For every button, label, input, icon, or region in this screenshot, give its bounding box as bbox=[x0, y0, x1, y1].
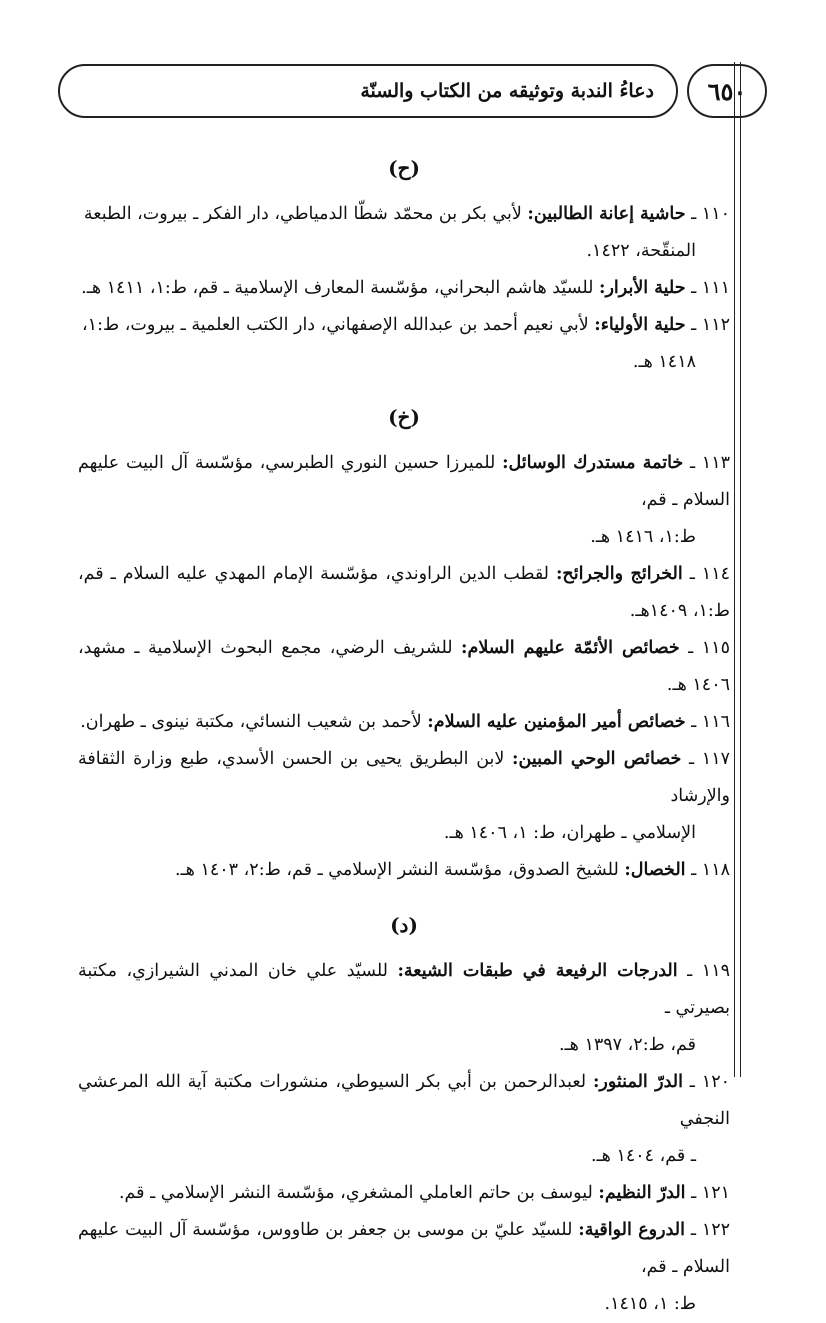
entry-details: للشريف الرضي، مجمع البحوث الإسلامية ـ مشهد، ١٤٠٦ هـ. bbox=[78, 638, 730, 695]
entry-number: ١٢٠ bbox=[701, 1072, 730, 1092]
entry-number: ١١٧ bbox=[701, 749, 730, 769]
entry-details: لابن البطريق يحيى بن الحسن الأسدي، طبع وزارة الثقافة والإرشاد bbox=[78, 749, 730, 806]
entry-details: لقطب الدين الراوندي، مؤسّسة الإمام المهدي عليه السلام ـ قم، ط:١، ١٤٠٩هـ. bbox=[78, 564, 730, 621]
entry-number: ١١٦ bbox=[701, 712, 730, 732]
entry-title: حلية الأبرار: bbox=[599, 278, 686, 298]
section-heading: (د) bbox=[390, 913, 418, 937]
entry-title: الدروع الواقية: bbox=[578, 1220, 685, 1240]
entry-details: لأبي نعيم أحمد بن عبدالله الإصفهاني، دار الكتب العلمية ـ بيروت، ط:١، bbox=[82, 315, 595, 335]
entry-title: خصائص الوحي المبين: bbox=[512, 749, 682, 769]
bibliography-entry: ١١٧ ـ خصائص الوحي المبين: لابن البطريق يحيى بن الحسن الأسدي، طبع وزارة الثقافة والإرشاد الإسلامي ـ طهران، ط: ١، ١٤٠٦ هـ. bbox=[78, 741, 730, 852]
entry-title: الدرّ المنثور: bbox=[592, 1072, 683, 1092]
entry-details: ليوسف بن حاتم العاملي المشغري، مؤسّسة النشر الإسلامي ـ قم. bbox=[118, 1183, 599, 1203]
entry-title: الخصال: bbox=[624, 860, 686, 880]
entry-number: ١٢٢ bbox=[701, 1220, 731, 1240]
entry-title: حاشية إعانة الطالبين: bbox=[527, 204, 686, 224]
bibliography-entry: ١١٤ ـ الخرائج والجرائح: لقطب الدين الراوندي، مؤسّسة الإمام المهدي عليه السلام ـ قم، ط:١، ١٤٠٩هـ. bbox=[78, 564, 730, 621]
running-header-title: دعاءُ الندبة وتوثيقه من الكتاب والسنّة bbox=[360, 80, 654, 102]
entry-continuation: ـ قم، ١٤٠٤ هـ. bbox=[590, 1146, 696, 1166]
bibliography-entry: ١٢٢ ـ الدروع الواقية: للسيّد عليّ بن موسى بن جعفر بن طاووس، مؤسّسة آل البيت عليهم السلام ـ قم، ط: ١، ١٤١٥. bbox=[78, 1212, 730, 1323]
section-heading: (ح) bbox=[388, 156, 420, 180]
entry-continuation: ط: ١، ١٤١٥. bbox=[604, 1294, 696, 1314]
bibliography-entry: ١١٠ ـ حاشية إعانة الطالبين: لأبي بكر بن محمّد شطّا الدمياطي، دار الفكر ـ بيروت، الطبعة المنقّحة، ١٤٢٢. bbox=[78, 196, 730, 270]
entry-details: للسيّد عليّ بن موسى بن جعفر بن طاووس، مؤسّسة آل البيت عليهم السلام ـ قم، bbox=[78, 1220, 730, 1277]
entry-title: خصائص أمير المؤمنين عليه السلام: bbox=[427, 712, 686, 732]
entry-number: ١١٣ bbox=[701, 453, 730, 473]
entry-details: لأحمد بن شعيب النسائي، مكتبة نينوى ـ طهران. bbox=[80, 712, 428, 732]
page-number-frame bbox=[687, 64, 767, 118]
entry-details: للميرزا حسين النوري الطبرسي، مؤسّسة آل البيت عليهم السلام ـ قم، bbox=[78, 453, 730, 510]
bibliography-entry: ١١٨ ـ الخصال: للشيخ الصدوق، مؤسّسة النشر الإسلامي ـ قم، ط:٢، ١٤٠٣ هـ. bbox=[174, 860, 730, 880]
bibliography-entry: ١١٥ ـ خصائص الأئمّة عليهم السلام: للشريف الرضي، مجمع البحوث الإسلامية ـ مشهد، ١٤٠٦ هـ. bbox=[78, 638, 730, 695]
entry-number: ١١٤ bbox=[701, 564, 730, 584]
bibliography-entry: ١١١ ـ حلية الأبرار: للسيّد هاشم البحراني، مؤسّسة المعارف الإسلامية ـ قم، ط:١، ١٤١١ هـ. bbox=[81, 278, 730, 298]
entry-details: لأبي بكر بن محمّد شطّا الدمياطي، دار الفكر ـ بيروت، الطبعة bbox=[83, 204, 528, 224]
running-header-frame bbox=[58, 64, 678, 118]
entry-title: الخرائج والجرائح: bbox=[555, 564, 683, 584]
section-heading: (خ) bbox=[388, 405, 420, 429]
entry-number: ١١٠ bbox=[701, 204, 730, 224]
margin-rule-outer bbox=[740, 62, 741, 1077]
bibliography-entry: ١٢٠ ـ الدرّ المنثور: لعبدالرحمن بن أبي بكر السيوطي، منشورات مكتبة آية الله المرعشي النجفي ـ قم، ١٤٠٤ هـ. bbox=[78, 1064, 730, 1175]
entry-number: ١١٩ bbox=[701, 961, 730, 981]
entry-number: ١٢١ bbox=[701, 1183, 730, 1203]
entry-continuation: ط:١، ١٤١٦ هـ. bbox=[590, 527, 696, 547]
entry-title: خصائص الأئمّة عليهم السلام: bbox=[461, 638, 680, 658]
entry-details: للسيّد هاشم البحراني، مؤسّسة المعارف الإسلامية ـ قم، ط:١، ١٤١١ هـ. bbox=[81, 278, 600, 298]
entry-continuation: قم، ط:٢، ١٣٩٧ هـ. bbox=[558, 1035, 696, 1055]
entry-details: للشيخ الصدوق، مؤسّسة النشر الإسلامي ـ قم، ط:٢، ١٤٠٣ هـ. bbox=[174, 860, 625, 880]
entry-title: خاتمة مستدرك الوسائل: bbox=[502, 453, 684, 473]
bibliography-entry: ١١٩ ـ الدرجات الرفيعة في طبقات الشيعة: للسيّد علي خان المدني الشيرازي، مكتبة بصيرتي ـ قم، ط:٢، ١٣٩٧ هـ. bbox=[78, 953, 730, 1064]
bibliography-entry: ١١٢ ـ حلية الأولياء: لأبي نعيم أحمد بن عبدالله الإصفهاني، دار الكتب العلمية ـ بيروت، ط:١، ١٤١٨ هـ. bbox=[78, 307, 730, 381]
bibliography-entry: ١١٣ ـ خاتمة مستدرك الوسائل: للميرزا حسين النوري الطبرسي، مؤسّسة آل البيت عليهم السلام ـ قم، ط:١، ١٤١٦ هـ. bbox=[78, 445, 730, 556]
page-number: ٦٥٠ bbox=[707, 76, 747, 106]
entry-number: ١١٢ bbox=[701, 315, 730, 335]
margin-rule-inner bbox=[734, 62, 735, 1077]
bibliography-entry: ١١٦ ـ خصائص أمير المؤمنين عليه السلام: لأحمد بن شعيب النسائي، مكتبة نينوى ـ طهران. bbox=[80, 712, 730, 732]
entry-details: لعبدالرحمن بن أبي بكر السيوطي، منشورات مكتبة آية الله المرعشي النجفي bbox=[78, 1072, 730, 1129]
entry-number: ١١٥ bbox=[701, 638, 730, 658]
bibliography-entry: ١٢١ ـ الدرّ النظيم: ليوسف بن حاتم العاملي المشغري، مؤسّسة النشر الإسلامي ـ قم. bbox=[118, 1183, 730, 1203]
entry-number: ١١١ bbox=[701, 278, 730, 298]
entry-continuation: المنقّحة، ١٤٢٢. bbox=[586, 241, 696, 261]
entry-title: حلية الأولياء: bbox=[594, 315, 686, 335]
entry-title: الدرجات الرفيعة في طبقات الشيعة: bbox=[397, 961, 678, 981]
entry-continuation: الإسلامي ـ طهران، ط: ١، ١٤٠٦ هـ. bbox=[443, 823, 696, 843]
bibliography-body bbox=[78, 140, 730, 1323]
entry-details: للسيّد علي خان المدني الشيرازي، مكتبة بصيرتي ـ bbox=[78, 961, 730, 1018]
entry-title: الدرّ النظيم: bbox=[598, 1183, 686, 1203]
entry-number: ١١٨ bbox=[701, 860, 730, 880]
entry-continuation: ١٤١٨ هـ. bbox=[632, 352, 696, 372]
